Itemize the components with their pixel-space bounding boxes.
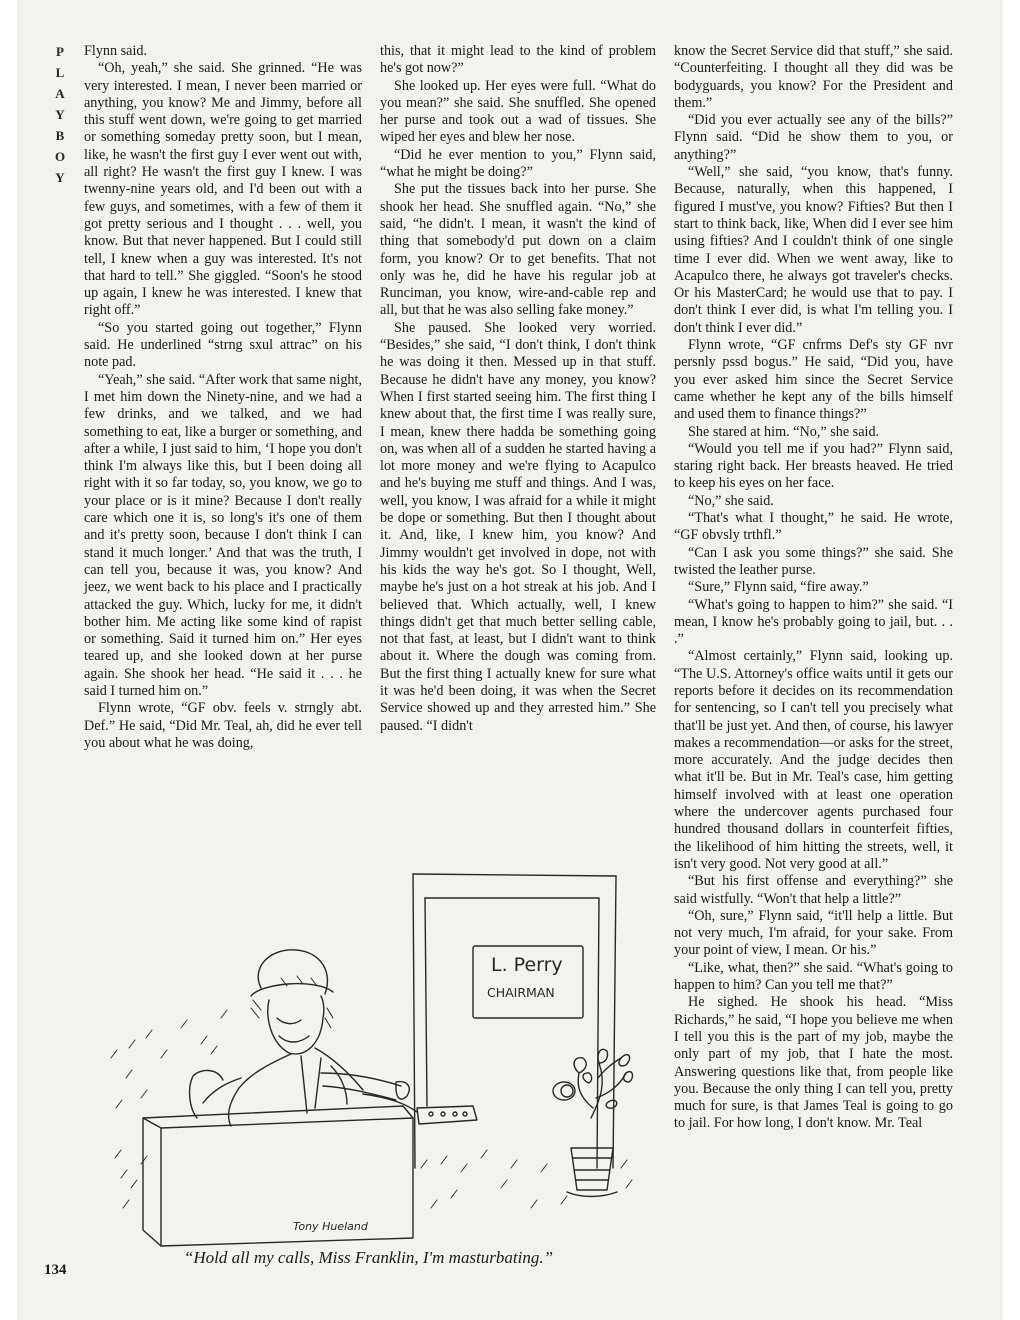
paragraph: Flynn wrote, “GF obv. feels v. strngly abt. Def.” He said, “Did Mr. Teal, ah, did he ever tell you about what he was doing,: [84, 700, 362, 751]
paragraph: “Well,” she said, “you know, that's funny. Because, naturally, when this happened, I figured I must've, you know? Fifties? But then I start to think back, like, When did I ever see him using fifties? And I couldn't think of one single time I ever did. When we went away, like to Acapulco there, he always got traveler's checks. Or his MasterCard; he would use that to pay. I don't think I ever did, is what I'm telling you. I don't think I ever did.”: [674, 164, 953, 336]
paragraph: “What's going to happen to him?” she said. “I mean, I know he's probably going to jail, but. . . .”: [674, 596, 953, 648]
paragraph: “Yeah,” she said. “After work that same night, I met him down the Ninety-nine, and we had a few drinks, and we talked, and we had something to eat, like a burger or something, and after a while, I just said to him, ‘I hope you don't think I'm always like this, but I been doing all right with it so far today, so, you know, we go to your place or is it mine? Because I don't really care which one it is, so long's it's one of them and it's pretty soon, because I don't think I can stand it much longer.’ And that was the truth, I can tell you, because it was, you know? And jeez, we went back to his place and I practically attacked the guy. Which, lucky for me, it didn't bother him. Me acting like some kind of rapist or something. Said it turned him on.” Her eyes teared up, and she looked down at her purse again. She shook her head. “He said it . . . he said I turned him on.”: [84, 371, 362, 699]
masthead-letter: Y: [55, 170, 65, 185]
paragraph: She stared at him. “No,” she said.: [688, 423, 880, 440]
masthead-letter: L: [55, 65, 65, 80]
paragraph: Flynn said.: [84, 43, 148, 59]
paragraph: “Did he ever mention to you,” Flynn said, “what he might be doing?”: [380, 146, 656, 181]
page-number: 134: [44, 1262, 67, 1278]
paragraph: She paused. She looked very worried. “Besides,” she said, “I don't think, I don't think he was doing it then. Messed up in that stuff. Because he didn't have any money, you know? When I first started seeing him. The first thing I knew about that, the first time I was really sure, I mean, knew there hadda be something going on, was when all of a sudden he started having a lot more money and we're flying to Acapulco and he's buying me stuff and things. And I was, well, you know, I was afraid for a while it might be dope or something. But then I thought about it. And, like, I knew him, you know? And Jimmy wouldn't get involved in dope, not with his kids the way he's got. So I thought, Well, maybe he's just on a hot streak at his job. And I believed that. Which actually, well, I knew things didn't get that much better selling cable, not that fast, at least, but I didn't want to think about it. Where the dough was coming from. But the first thing I actually knew for sure what it was he'd been doing, it was when the Secret Service showed up and they arrested him.” She paused. “I didn't: [380, 319, 656, 734]
door-name-text: L. Perry: [491, 954, 563, 976]
paragraph: “Almost certainly,” Flynn said, looking up. “The U.S. Attorney's office waits until it gets our reports before it decides on its recommendation for sentencing, so I can't tell you precisely what that'll be just yet. And then, of course, his lawyer makes a recommendation—or asks for the street, more accurately. And the judge decides then what it'll be. But in Mr. Teal's case, him getting himself involved with at least one operation where the undercover agents purchased four hundred thousand dollars in counterfeit fifties, the likelihood of him hitting the streets, well, it isn't very good. Not very good at all.”: [674, 648, 953, 872]
paragraph: “Can I ask you some things?” she said. She twisted the leather purse.: [674, 544, 953, 578]
masthead-letter: O: [54, 149, 66, 164]
doorknob: [553, 1082, 575, 1100]
paragraph: this, that it might lead to the kind of problem he's got now?”: [380, 43, 656, 77]
cartoon-illustration: [101, 868, 636, 1268]
phone-cord: [363, 1094, 417, 1112]
text-column-1: [84, 43, 362, 752]
magazine-masthead-vertical: [47, 44, 73, 191]
paragraph: “Sure,” Flynn said, “fire away.”: [688, 579, 869, 596]
paragraph: know the Secret Service did that stuff,” she said. “Counterfeiting. I thought all they did was be bodyguards, you know? For the President and them.”: [674, 43, 953, 111]
man-arm: [203, 1078, 241, 1103]
paragraph: “So you started going out together,” Flynn said. He underlined “strng sxul attrac” on his note pad.: [84, 319, 362, 371]
man-legs: [321, 1073, 401, 1100]
masthead-letter: B: [55, 128, 65, 143]
cartoonist-signature: Tony Hueland: [293, 1220, 368, 1233]
paragraph: “Like, what, then?” she said. “What's going to happen to him? Can you tell me that?”: [674, 959, 953, 994]
man-shoe: [396, 1082, 409, 1099]
paragraph: She looked up. Her eyes were full. “What do you mean?” she said. She snuffled. She opened her purse and took out a wad of tissues. She wiped her eyes and blew her nose.: [380, 77, 656, 146]
paragraph: She put the tissues back into her purse. She shook her head. She snuffled again. “No,” she said, “he didn't. I mean, it wasn't the kind of thing that somebody'd put down on a claim form, you know? Or to get benefits. That not only was he, did he have his regular job at Runciman, you know, wire-and-cable rep and all, but that he was also selling fake money.”: [380, 181, 656, 319]
door-title-text: CHAIRMAN: [487, 985, 555, 1000]
paragraph: “But his first offense and everything?” she said wistfully. “Won't that help a little?”: [674, 873, 953, 907]
paragraph: “Oh, sure,” Flynn said, “it'll help a little. But not very much, I'm afraid, for your sake. From your point of view, I mean. Or his.”: [674, 907, 953, 959]
text-column-2: [380, 43, 656, 735]
paragraph: “No,” she said.: [688, 492, 774, 509]
chair: [190, 1070, 223, 1118]
paragraph: “Would you tell me if you had?” Flynn said, staring right back. Her breasts heaved. He tried to keep his eyes on her face.: [674, 440, 953, 492]
masthead-letter: Y: [55, 107, 65, 122]
cartoon-caption: “Hold all my calls, Miss Franklin, I'm masturbating.”: [183, 1248, 554, 1267]
paragraph: “That's what I thought,” he said. He wrote, “GF obvsly trthfl.”: [674, 510, 953, 544]
masthead-letter: A: [55, 86, 65, 101]
paragraph: “Did you ever actually see any of the bills?” Flynn said. “Did he show them to you, or anything?”: [674, 112, 953, 163]
masthead-letter: P: [56, 44, 64, 59]
paragraph: He sighed. He shook his head. “Miss Richards,” he said, “I hope you believe me when I tell you this is the part of my job, maybe the only part of my job, that I hate the most. Answering questions like that, from people like you. Because the only thing I can tell you, pretty much for sure, is that James Teal is going to go to jail. For how long, I don't know. Mr. Teal: [674, 994, 953, 1132]
door-panel: [425, 898, 599, 1168]
text-column-3: [674, 43, 953, 1133]
intercom: [417, 1106, 477, 1124]
magazine-page: [17, 0, 1003, 1320]
man-body: [229, 1054, 291, 1126]
paragraph: “Oh, yeah,” she said. She grinned. “He was very interested. I mean, I never been married or anything, you know? Me and Jimmy, before all this stuff went down, we're going to get married or something someday pretty soon, but I mean, like, he wasn't the first guy I ever went out with, all right? He wasn't the first guy I knew. I was twenny-nine years old, and I'd been out with a few guys, and sometimes, with a few of them it got pretty serious and I thought . . . well, you know. But that never happened. But I could still tell, I knew when a guy was interested. It's not that hard to tell.” She giggled. “Soon's he stood up again, I knew he was interested. I knew that right off.”: [84, 60, 362, 319]
paragraph: Flynn wrote, “GF cnfrms Def's sty GF nvr persnly pssd bogus.” He said, “Did you, have you ever asked him since the Secret Service came whether he kept any of the bills himself and used them to finance things?”: [674, 337, 953, 423]
plant-pot: [571, 1148, 613, 1190]
